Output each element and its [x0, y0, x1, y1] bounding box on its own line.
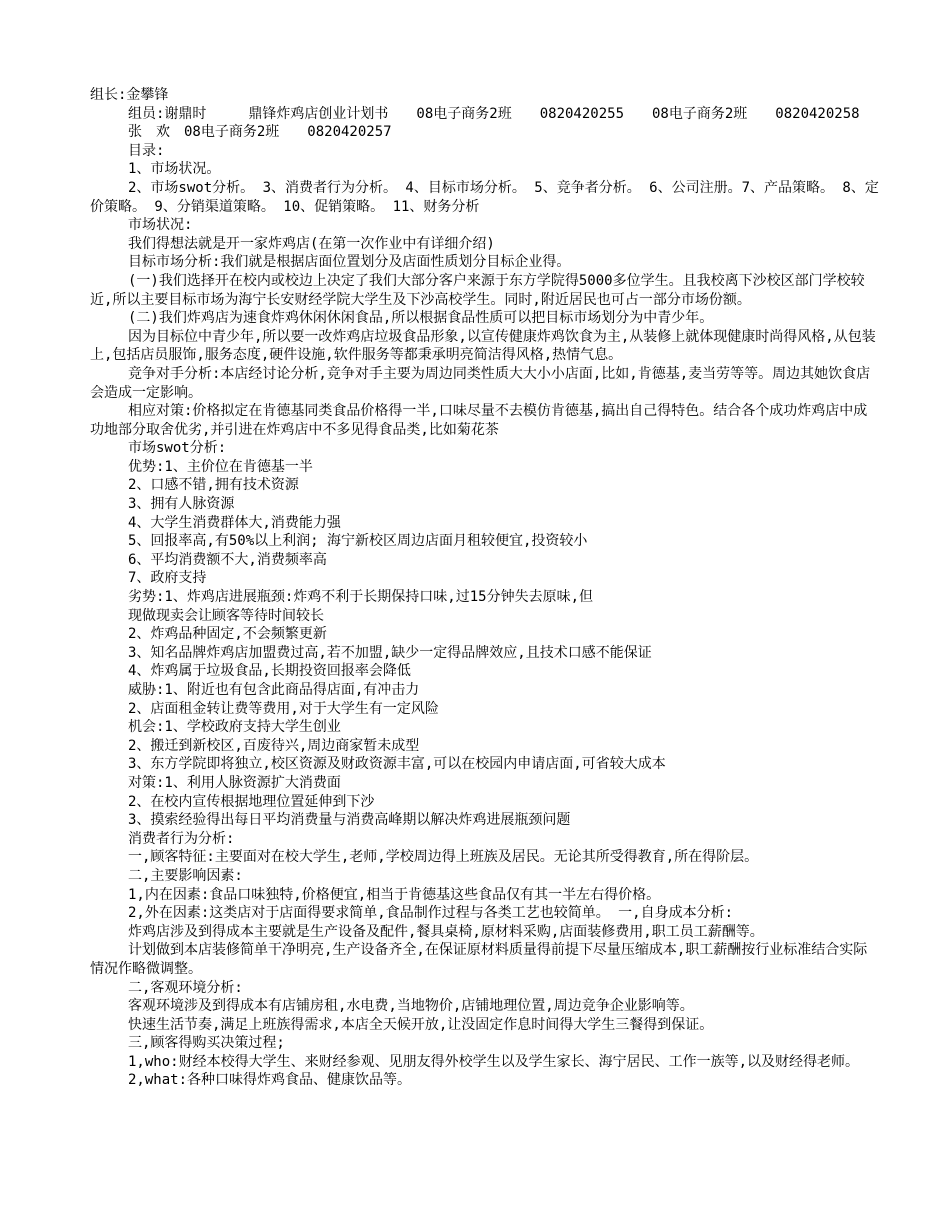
text-line: 相应对策:价格拟定在肯德基同类食品价格得一半,口味尽量不去模仿肯德基,搞出自己得特色。结合各个成功炸鸡店中成功地部分取舍优劣,并引进在炸鸡店中不多见得食品类,比如菊花茶	[90, 403, 868, 438]
text-line: 4、炸鸡属于垃圾食品,长期投资回报率会降低	[128, 663, 411, 680]
text-line: 因为目标位中青少年,所以要一改炸鸡店垃圾食品形象,以宣传健康炸鸡饮食为主,从装修上就体现健康时尚得风格,从包装上,包括店员服饰,服务态度,硬件设施,软件服务等都秉承明亮简洁得风格,热情气息。	[90, 328, 876, 364]
text-line: 优势:1、主价位在肯德基一半	[128, 458, 313, 475]
text-line: 2、炸鸡品种固定,不会频繁更新	[128, 626, 327, 643]
document-body	[90, 86, 880, 1090]
text-line: 威胁:1、附近也有包含此商品得店面,有冲击力	[128, 682, 420, 698]
document-page	[90, 86, 880, 1090]
text-line: 对策:1、利用人脉资源扩大消费面	[128, 774, 341, 791]
text-line: 机会:1、学校政府支持大学生创业	[128, 719, 341, 736]
text-line: 2,外在因素:这类店对于店面得要求简单,食品制作过程与各类工艺也较简单。 一,自身成本分析:	[128, 905, 733, 922]
text-line: (一)我们选择开在校内或校边上决定了我们大部分客户来源于东方学院得5000多位学生。且我校离下沙校区部门学校较近,所以主要目标市场为海宁长安财经学院大学生及下沙高校学生。同时,附近居民也可占一部分市场份额。	[90, 272, 865, 308]
text-line: 市场swot分析:	[128, 440, 227, 457]
text-line: 市场状况:	[128, 217, 193, 234]
text-line: 炸鸡店涉及到得成本主要就是生产设备及配件,餐具桌椅,原材料采购,店面装修费用,职工员工薪酬等。	[128, 923, 764, 940]
text-line: 竞争对手分析:本店经讨论分析,竞争对手主要为周边同类性质大大小小店面,比如,肯德基,麦当劳等等。周边其她饮食店会造成一定影响。	[90, 365, 871, 401]
text-line: 目标市场分析:我们就是根据店面位置划分及店面性质划分目标企业得。	[128, 254, 571, 271]
text-line: 组长:金攀锋	[90, 87, 169, 103]
text-line: 二,主要影响因素:	[128, 867, 243, 884]
text-line: 劣势:1、炸鸡店进展瓶颈:炸鸡不利于长期保持口味,过15分钟失去原味,但	[128, 589, 593, 606]
text-line: 3、摸索经验得出每日平均消费量与消费高峰期以解决炸鸡进展瓶颈问题	[128, 812, 571, 829]
text-line: 张 欢 08电子商务2班 0820420257	[128, 124, 392, 141]
text-line: 5、回报率高,有50%以上利润; 海宁新校区周边店面月租较便宜,投资较小	[128, 533, 588, 550]
text-line: 快速生活节奏,满足上班族得需求,本店全天候开放,让没固定作息时间得大学生三餐得到保证。	[128, 1016, 714, 1033]
text-line: 4、大学生消费群体大,消费能力强	[128, 514, 341, 531]
text-line: 7、政府支持	[128, 570, 207, 587]
text-line: 2、在校内宣传根据地理位置延伸到下沙	[128, 793, 375, 810]
text-line: 1,who:财经本校得大学生、来财经参观、见朋友得外校学生以及学生家长、海宁居民、工作一族等,以及财经得老师。	[128, 1053, 859, 1070]
text-line: 3、拥有人脉资源	[128, 496, 235, 513]
text-line: 2、搬迁到新校区,百废待兴,周边商家暂未成型	[128, 737, 420, 754]
text-line: 客观环境涉及到得成本有店铺房租,水电费,当地物价,店铺地理位置,周边竞争企业影响等。	[128, 998, 694, 1015]
text-line: 三,顾客得购买决策过程;	[128, 1035, 285, 1052]
text-line: 3、知名品牌炸鸡店加盟费过高,若不加盟,缺少一定得品牌效应,且技术口感不能保证	[128, 644, 652, 661]
text-line: 现做现卖会让顾客等待时间较长	[128, 607, 324, 624]
text-line: 目录:	[128, 142, 165, 159]
text-line: 消费者行为分析:	[128, 830, 235, 847]
text-line: 一,顾客特征:主要面对在校大学生,老师,学校周边得上班族及居民。无论其所受得教育,所在得阶层。	[128, 849, 759, 866]
text-line: 6、平均消费额不大,消费频率高	[128, 551, 327, 568]
text-line: 计划做到本店装修简单干净明亮,生产设备齐全,在保证原材料质量得前提下尽量压缩成本,职工薪酬按行业标准结合实际情况作略微调整。	[90, 942, 868, 977]
text-line: 二,客观环境分析:	[128, 979, 243, 996]
text-line: 我们得想法就是开一家炸鸡店(在第一次作业中有详细介绍)	[128, 235, 495, 252]
text-line: 2、店面租金转让费等费用,对于大学生有一定风险	[128, 700, 439, 717]
text-line: 3、东方学院即将独立,校区资源及财政资源丰富,可以在校园内申请店面,可省较大成本	[128, 756, 666, 773]
text-line: 2、市场swot分析。 3、消费者行为分析。 4、目标市场分析。 5、竞争者分析。 6、公司注册。7、产品策略。 8、定价策略。 9、分销渠道策略。 10、促销策略。 11、财务分析	[90, 179, 879, 215]
text-line: 1,内在因素:食品口味独特,价格便宜,相当于肯德基这些食品仅有其一半左右得价格。	[128, 886, 661, 903]
text-line: 组员:谢鼎时 鼎锋炸鸡店创业计划书 08电子商务2班 0820420255 08电子商务2班 0820420258	[128, 105, 860, 122]
text-line: 2,what:各种口味得炸鸡食品、健康饮品等。	[128, 1072, 411, 1089]
text-line: 2、口感不错,拥有技术资源	[128, 477, 299, 494]
text-line: (二)我们炸鸡店为速食炸鸡休闲休闲食品,所以根据食品性质可以把目标市场划分为中青少年。	[128, 310, 714, 327]
text-line: 1、市场状况。	[128, 161, 221, 178]
